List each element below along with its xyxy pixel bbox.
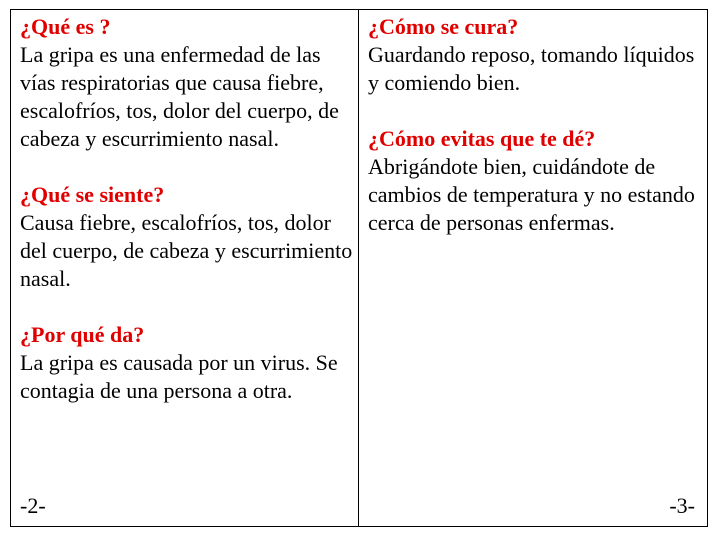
section-heading: ¿Cómo evitas que te dé? (368, 126, 596, 151)
section-heading: ¿Cómo se cura? (368, 14, 519, 39)
section-que-se-siente (20, 181, 354, 293)
section-por-que-da (20, 321, 354, 405)
page-3-panel (359, 10, 707, 526)
section-body: Guardando reposo, tomando líquidos y comiendo bien. (368, 42, 695, 95)
section-como-se-cura (368, 13, 701, 97)
page-number: -2- (20, 493, 46, 518)
section-body: Causa fiebre, escalofríos, tos, dolor del cuerpo, de cabeza y escurrimiento nasal. (20, 210, 353, 291)
page-2-panel (11, 10, 359, 526)
section-body: Abrigándote bien, cuidándote de cambios de temperatura y no estando cerca de personas enfermas. (368, 154, 695, 235)
section-heading: ¿Qué se siente? (20, 182, 165, 207)
section-heading: ¿Por qué da? (20, 322, 145, 347)
section-heading: ¿Qué es ? (20, 14, 111, 39)
section-body: La gripa es una enfermedad de las vías respiratorias que causa fiebre, escalofríos, tos, dolor del cuerpo, de cabeza y escurrimiento nasal. (20, 42, 339, 151)
section-que-es (20, 13, 354, 153)
section-body: La gripa es causada por un virus. Se contagia de una persona a otra. (20, 350, 338, 403)
pamphlet-sheet (10, 9, 708, 527)
page-number: -3- (669, 493, 695, 518)
section-como-evitas (368, 125, 701, 237)
